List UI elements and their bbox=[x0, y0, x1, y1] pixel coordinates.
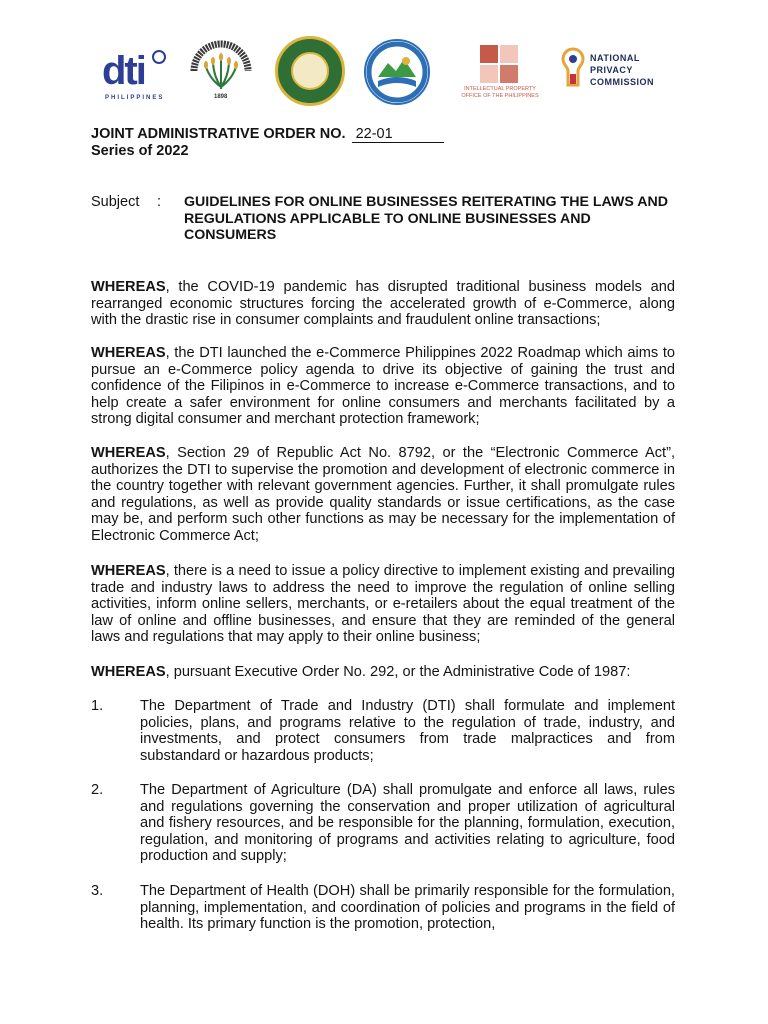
denr-seal-icon bbox=[364, 39, 430, 105]
list-item-text: The Department of Trade and Industry (DTI) shall formulate and implement policies, plans, and programs relative to the regulation of trade, industry, and investments, and protect consumers from trade malpractices and from substandard or hazardous products; bbox=[140, 698, 675, 764]
npc-keyhole-icon bbox=[560, 46, 586, 90]
ipophl-name bbox=[458, 86, 542, 100]
npc-name-line: NATIONAL bbox=[590, 53, 640, 63]
order-number: 22-01 bbox=[352, 127, 444, 143]
whereas-lead: WHEREAS bbox=[91, 279, 166, 295]
whereas-lead: WHEREAS bbox=[91, 445, 166, 461]
whereas-clause bbox=[91, 563, 675, 646]
da-seal-year: 1898 bbox=[214, 94, 228, 100]
list-item-text: The Department of Agriculture (DA) shall promulgate and enforce all laws, rules and regulations governing the conservation and proper utilization of agricultural and fishery resources, and be responsible for the planning, formulation, execution, regulation, and monitoring of programs and activities relating to agriculture, food production and supply; bbox=[140, 782, 675, 865]
npc-logo bbox=[560, 46, 680, 104]
department-of-health-seal-icon bbox=[275, 36, 345, 106]
whereas-text: , pursuant Executive Order No. 292, or the Administrative Code of 1987: bbox=[165, 664, 631, 680]
npc-name-line: PRIVACY bbox=[590, 65, 633, 75]
ipophl-logo bbox=[458, 42, 542, 106]
whereas-lead: WHEREAS bbox=[91, 563, 166, 579]
whereas-lead: WHEREAS bbox=[91, 345, 166, 361]
whereas-text: , Section 29 of Republic Act No. 8792, or the “Electronic Commerce Act”, authorizes the DTI to supervise the promotion and development of electronic commerce in the country together with relevant government agencies. Further, it shall promulgate rules and regulations, as well as provide quality standards or issue certifications, as the case may be, and perform such other functions as may be necessary for the implementation of Electronic Commerce Act; bbox=[91, 445, 675, 544]
whereas-clause bbox=[91, 345, 675, 428]
order-title-text: JOINT ADMINISTRATIVE ORDER NO. bbox=[91, 126, 346, 142]
ipophl-name-line: INTELLECTUAL PROPERTY bbox=[464, 86, 536, 92]
dti-logo bbox=[102, 50, 170, 106]
subject-text: GUIDELINES FOR ONLINE BUSINESSES REITERATING THE LAWS AND REGULATIONS APPLICABLE TO ONLINE BUSINESSES AND CONSUMERS bbox=[184, 194, 668, 244]
list-item-number: 2. bbox=[91, 782, 104, 798]
npc-name-line: COMMISSION bbox=[590, 77, 655, 87]
dti-logo-ring-icon bbox=[152, 50, 166, 64]
whereas-text: , the DTI launched the e-Commerce Philippines 2022 Roadmap which aims to pursue an e-Commerce policy agenda to drive its objective of gaining the trust and confidence of the Filipinos in e-Commerce to increase e-Commerce transactions, and to help create a safer environment for online consumers and merchants facilitated by a strong digital consumer and merchant protection framework; bbox=[91, 345, 675, 428]
ipophl-mark-icon bbox=[458, 42, 542, 84]
whereas-lead: WHEREAS bbox=[91, 664, 166, 680]
dti-logo-wordmark: dti bbox=[102, 49, 145, 93]
whereas-clause bbox=[91, 664, 675, 681]
department-of-agriculture-seal-icon bbox=[186, 37, 256, 99]
subject-label: Subject bbox=[91, 194, 140, 210]
whereas-clause bbox=[91, 445, 675, 545]
whereas-text: , the COVID-19 pandemic has disrupted traditional business models and rearranged economic structures forcing the accelerated growth of e-Commerce, along with the drastic rise in consumer complaints and fraudulent online transactions; bbox=[91, 279, 675, 329]
npc-name bbox=[590, 52, 654, 88]
dti-logo-subtitle: PHILIPPINES bbox=[105, 95, 165, 101]
order-title bbox=[91, 126, 444, 143]
whereas-text: , there is a need to issue a policy directive to implement existing and prevailing trade and industry laws to address the need to improve the regulation of online selling activities, inform online sellers, merchants, or e-retailers about the equal treatment of the law of online and offline businesses, and ensure that they are reminded of the general laws and regulations that may apply to their online business; bbox=[91, 563, 675, 646]
list-item-number: 3. bbox=[91, 883, 104, 899]
list-item-number: 1. bbox=[91, 698, 104, 714]
doh-seal-emblem-icon bbox=[291, 52, 329, 90]
whereas-clause bbox=[91, 279, 675, 329]
subject-colon: : bbox=[157, 194, 162, 210]
list-item-text: The Department of Health (DOH) shall be primarily responsible for the formulation, planning, implementation, and coordination of policies and programs in the field of health. Its primary function is the promotion, protection, bbox=[140, 883, 675, 933]
order-series: Series of 2022 bbox=[91, 143, 189, 159]
ipophl-name-line: OFFICE OF THE PHILIPPINES bbox=[461, 93, 539, 99]
